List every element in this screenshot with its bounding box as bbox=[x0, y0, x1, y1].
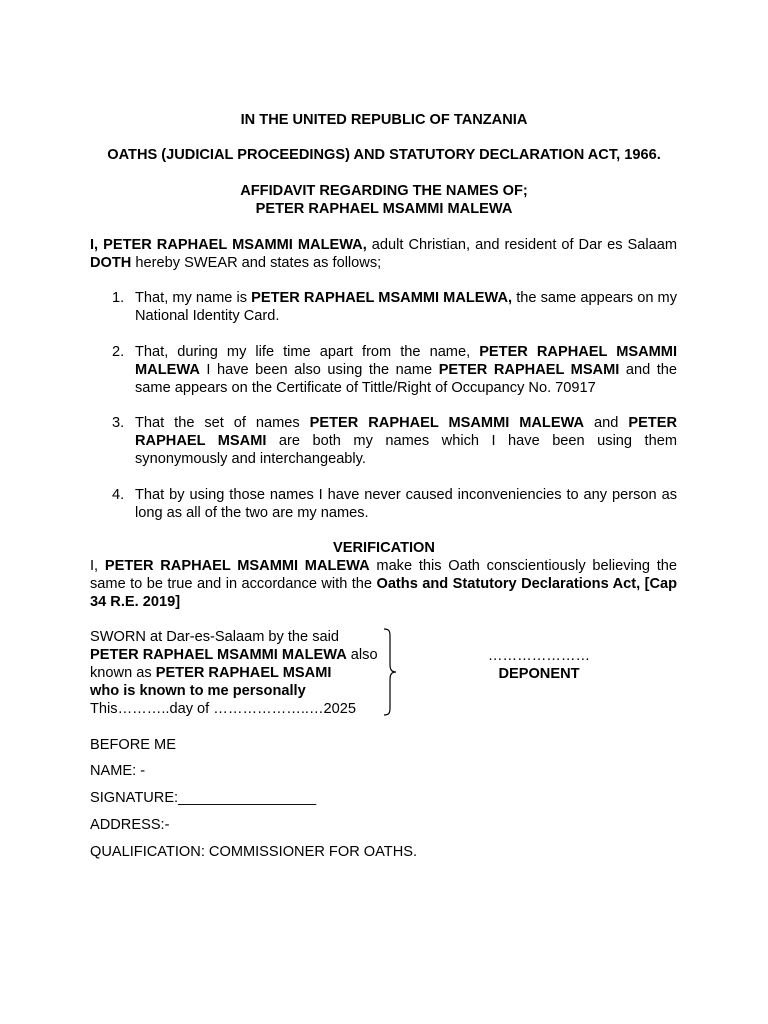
commissioner-signature-field: SIGNATURE:_________________ bbox=[90, 790, 317, 806]
item-text: I have been also using the name bbox=[199, 362, 439, 378]
item-text: and the same appears on the Certificate of Tittle/Right of Occupancy No. 70917 bbox=[135, 362, 677, 396]
affidavit-subject-name: PETER RAPHAEL MSAMMI MALEWA bbox=[255, 201, 513, 217]
act-heading: OATHS (JUDICIAL PROCEEDINGS) AND STATUTORY DECLARATION ACT, 1966. bbox=[107, 147, 661, 163]
jurat-line bbox=[90, 664, 390, 682]
intro-doth: DOTH bbox=[90, 255, 132, 271]
item-text: That, during my life time apart from the name, bbox=[135, 344, 480, 360]
list-item: That by using those names I have never caused inconveniencies to any person as long as all of the two are my names. bbox=[135, 487, 677, 521]
jurat-line: SWORN at Dar-es-Salaam by the said bbox=[90, 629, 339, 645]
jurat-line bbox=[90, 646, 390, 664]
item-number: 1. bbox=[112, 290, 125, 306]
commissioner-qualification: QUALIFICATION: COMMISSIONER FOR OATHS. bbox=[90, 844, 418, 860]
intro-text: adult Christian, and resident of Dar es Salaam bbox=[366, 237, 677, 253]
list-item bbox=[135, 343, 677, 397]
item-text: That, my name is bbox=[135, 290, 252, 306]
item-number: 2. bbox=[112, 344, 125, 360]
deponent-signature-dots: ………………… bbox=[487, 648, 591, 664]
verification-text: make this Oath conscientiously believing the same to be true and in accordance with the bbox=[90, 558, 677, 592]
verification-paragraph bbox=[90, 557, 677, 611]
list-item bbox=[135, 414, 677, 468]
commissioner-address-field: ADDRESS:- bbox=[90, 817, 170, 833]
item-bold-name: PETER RAPHAEL MSAMMI MALEWA, bbox=[251, 290, 513, 306]
item-bold-name: PETER RAPHAEL MSAMI bbox=[135, 415, 677, 449]
verification-heading: VERIFICATION bbox=[333, 540, 435, 556]
item-text: are both my names which I have been using them synonymously and interchangeably. bbox=[135, 433, 677, 467]
intro-text-rest: hereby SWEAR and states as follows; bbox=[131, 255, 382, 271]
intro-paragraph bbox=[90, 236, 677, 272]
item-bold-name: PETER RAPHAEL MSAMMI MALEWA bbox=[309, 415, 585, 431]
jurat-deponent-name: PETER RAPHAEL MSAMMI MALEWA bbox=[90, 647, 347, 663]
verification-act-citation: Oaths and Statutory Declarations Act, [Cap 34 R.E. 2019] bbox=[90, 576, 678, 610]
item-number: 4. bbox=[112, 487, 125, 503]
country-heading: IN THE UNITED REPUBLIC OF TANZANIA bbox=[240, 112, 528, 128]
item-text: and bbox=[584, 415, 629, 431]
jurat-block bbox=[90, 628, 390, 718]
jurat-date-line: This………..day of ………………..…2025 bbox=[90, 701, 357, 717]
item-bold-name: PETER RAPHAEL MSAMMI MALEWA bbox=[135, 344, 677, 378]
jurat-alias-name: PETER RAPHAEL MSAMI bbox=[155, 665, 332, 681]
before-me-label: BEFORE ME bbox=[90, 737, 176, 753]
jurat-text: also bbox=[346, 647, 378, 663]
commissioner-name-field: NAME: - bbox=[90, 763, 146, 779]
jurat-line: who is known to me personally bbox=[90, 683, 306, 699]
verification-deponent-name: PETER RAPHAEL MSAMMI MALEWA bbox=[104, 558, 370, 574]
list-item bbox=[135, 289, 677, 325]
affidavit-title: AFFIDAVIT REGARDING THE NAMES OF; bbox=[240, 183, 528, 199]
item-number: 3. bbox=[112, 415, 125, 431]
deponent-label: DEPONENT bbox=[498, 666, 580, 682]
intro-deponent-name: I, PETER RAPHAEL MSAMMI MALEWA, bbox=[90, 237, 367, 253]
verification-text: I, bbox=[90, 558, 105, 574]
item-text: That the set of names bbox=[135, 415, 310, 431]
curly-brace-icon bbox=[382, 628, 398, 716]
item-bold-name: PETER RAPHAEL MSAMI bbox=[438, 362, 620, 378]
item-text: the same appears on my National Identity Card. bbox=[135, 290, 677, 324]
jurat-text: known as bbox=[90, 665, 156, 681]
